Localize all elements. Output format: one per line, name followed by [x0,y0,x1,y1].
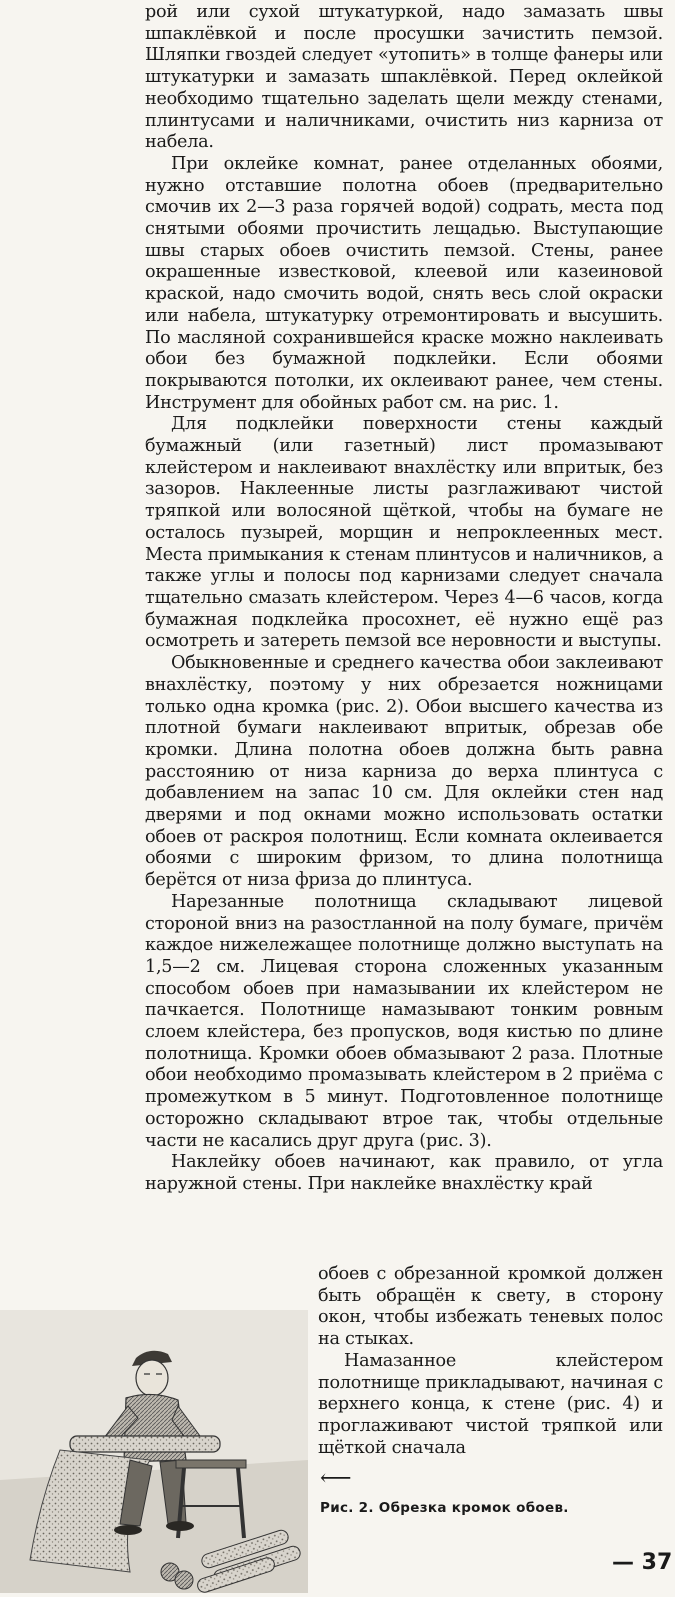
paragraph-7: Намазанное клейстером полотнище прикладывают, начиная с верхнего конца, к стене (рис. 4) и проглаживают чистой тряпкой или щёткой сначала [318,1350,663,1458]
wrapped-text-block [318,1264,663,1459]
main-text-column [145,2,663,1196]
paragraph-1: рой или сухой штукатуркой, надо замазать швы шпаклёвкой и после просушки зачистить пемзой. Шляпки гвоздей следует «утопить» в толще фанеры или штукатурки и замазать шпаклёвкой. Перед оклейкой необходимо тщательно заделать щели между стенами, плинтусами и наличниками, очистить низ карниза от набела. [145,2,663,153]
wallpaper-trimming-illustration [0,1310,308,1593]
figure-pointer-arrow: ⟵ [320,1466,352,1491]
page-number: — 37 [612,1550,673,1575]
paragraph-5: Нарезанные полотнища складывают лицевой стороной вниз на разостланной на полу бумаге, причём каждое нижележащее полотнище должно выступать на 1,5—2 см. Лицевая сторона сложенных указанным способом обоев при намазывании их клейстером не пачкается. Полотнище намазывают тонким ровным слоем клейстера, без пропусков, водя кистью по длине полотнища. Кромки обоев обмазывают 2 раза. Плотные обои необходимо промазывать клейстером в 2 приёма с промежутком в 5 минут. Подготовленное полотнище осторожно складывают втрое так, чтобы отдельные части не касались друг друга (рис. 3). [145,891,663,1151]
paragraph-6: Наклейку обоев начинают, как правило, от угла наружной стены. При наклейке внахлёстку край [145,1152,663,1194]
paragraph-3: Для подклейки поверхности стены каждый бумажный (или газетный) лист промазывают клейстером и наклеивают внахлёстку или впритык, без зазоров. Наклеенные листы разглаживают чистой тряпкой или волосяной щёткой, чтобы на бумаге не осталось пузырей, морщин и непроклеенных мест. Места примыкания к стенам плинтусов и наличников, а также углы и полосы под карнизами следует сначала тщательно смазать клейстером. Через 4—6 часов, когда бумажная подклейка просохнет, её нужно ещё раз осмотреть и затереть пемзой все неровности и выступы. [145,414,663,652]
paragraph-4: Обыкновенные и среднего качества обои заклеивают внахлёстку, поэтому у них обрезается ножницами только одна кромка (рис. 2). Обои высшего качества из плотной бумаги наклеивают впритык, обрезав обе кромки. Длина полотна обоев должна быть равна расстоянию от низа карниза до верха плинтуса с добавлением на запас 10 см. Для оклейки стен над дверями и под окнами можно использовать остатки обоев от раскроя полотнищ. Если комната оклеивается обоями с широким фризом, то длина полотнища берётся от низа фриза до плинтуса. [145,653,663,891]
paragraph-2: При оклейке комнат, ранее отделанных обоями, нужно отставшие полотна обоев (предварительно смочив их 2—3 раза горячей водой) содрать, места под снятыми обоями прочистить лещадью. Выступающие швы старых обоев очистить пемзой. Стены, ранее окрашенные известковой, клеевой или казеиновой краской, надо смочить водой, снять весь слой окраски или набела, штукатурку отремонтировать и высушить. По масляной сохранившейся краске можно наклеивать обои без бумажной подклейки. Если обоями покрываются потолки, их оклеивают ранее, чем стены. Инструмент для обойных работ см. на рис. 1. [145,153,663,413]
figure-caption: Рис. 2. Обрезка кромок обоев. [320,1500,569,1516]
paragraph-6-continued: обоев с обрезанной кромкой должен быть обращён к свету, в сторону окон, чтобы избежать теневых полос на стыках. [318,1264,663,1350]
